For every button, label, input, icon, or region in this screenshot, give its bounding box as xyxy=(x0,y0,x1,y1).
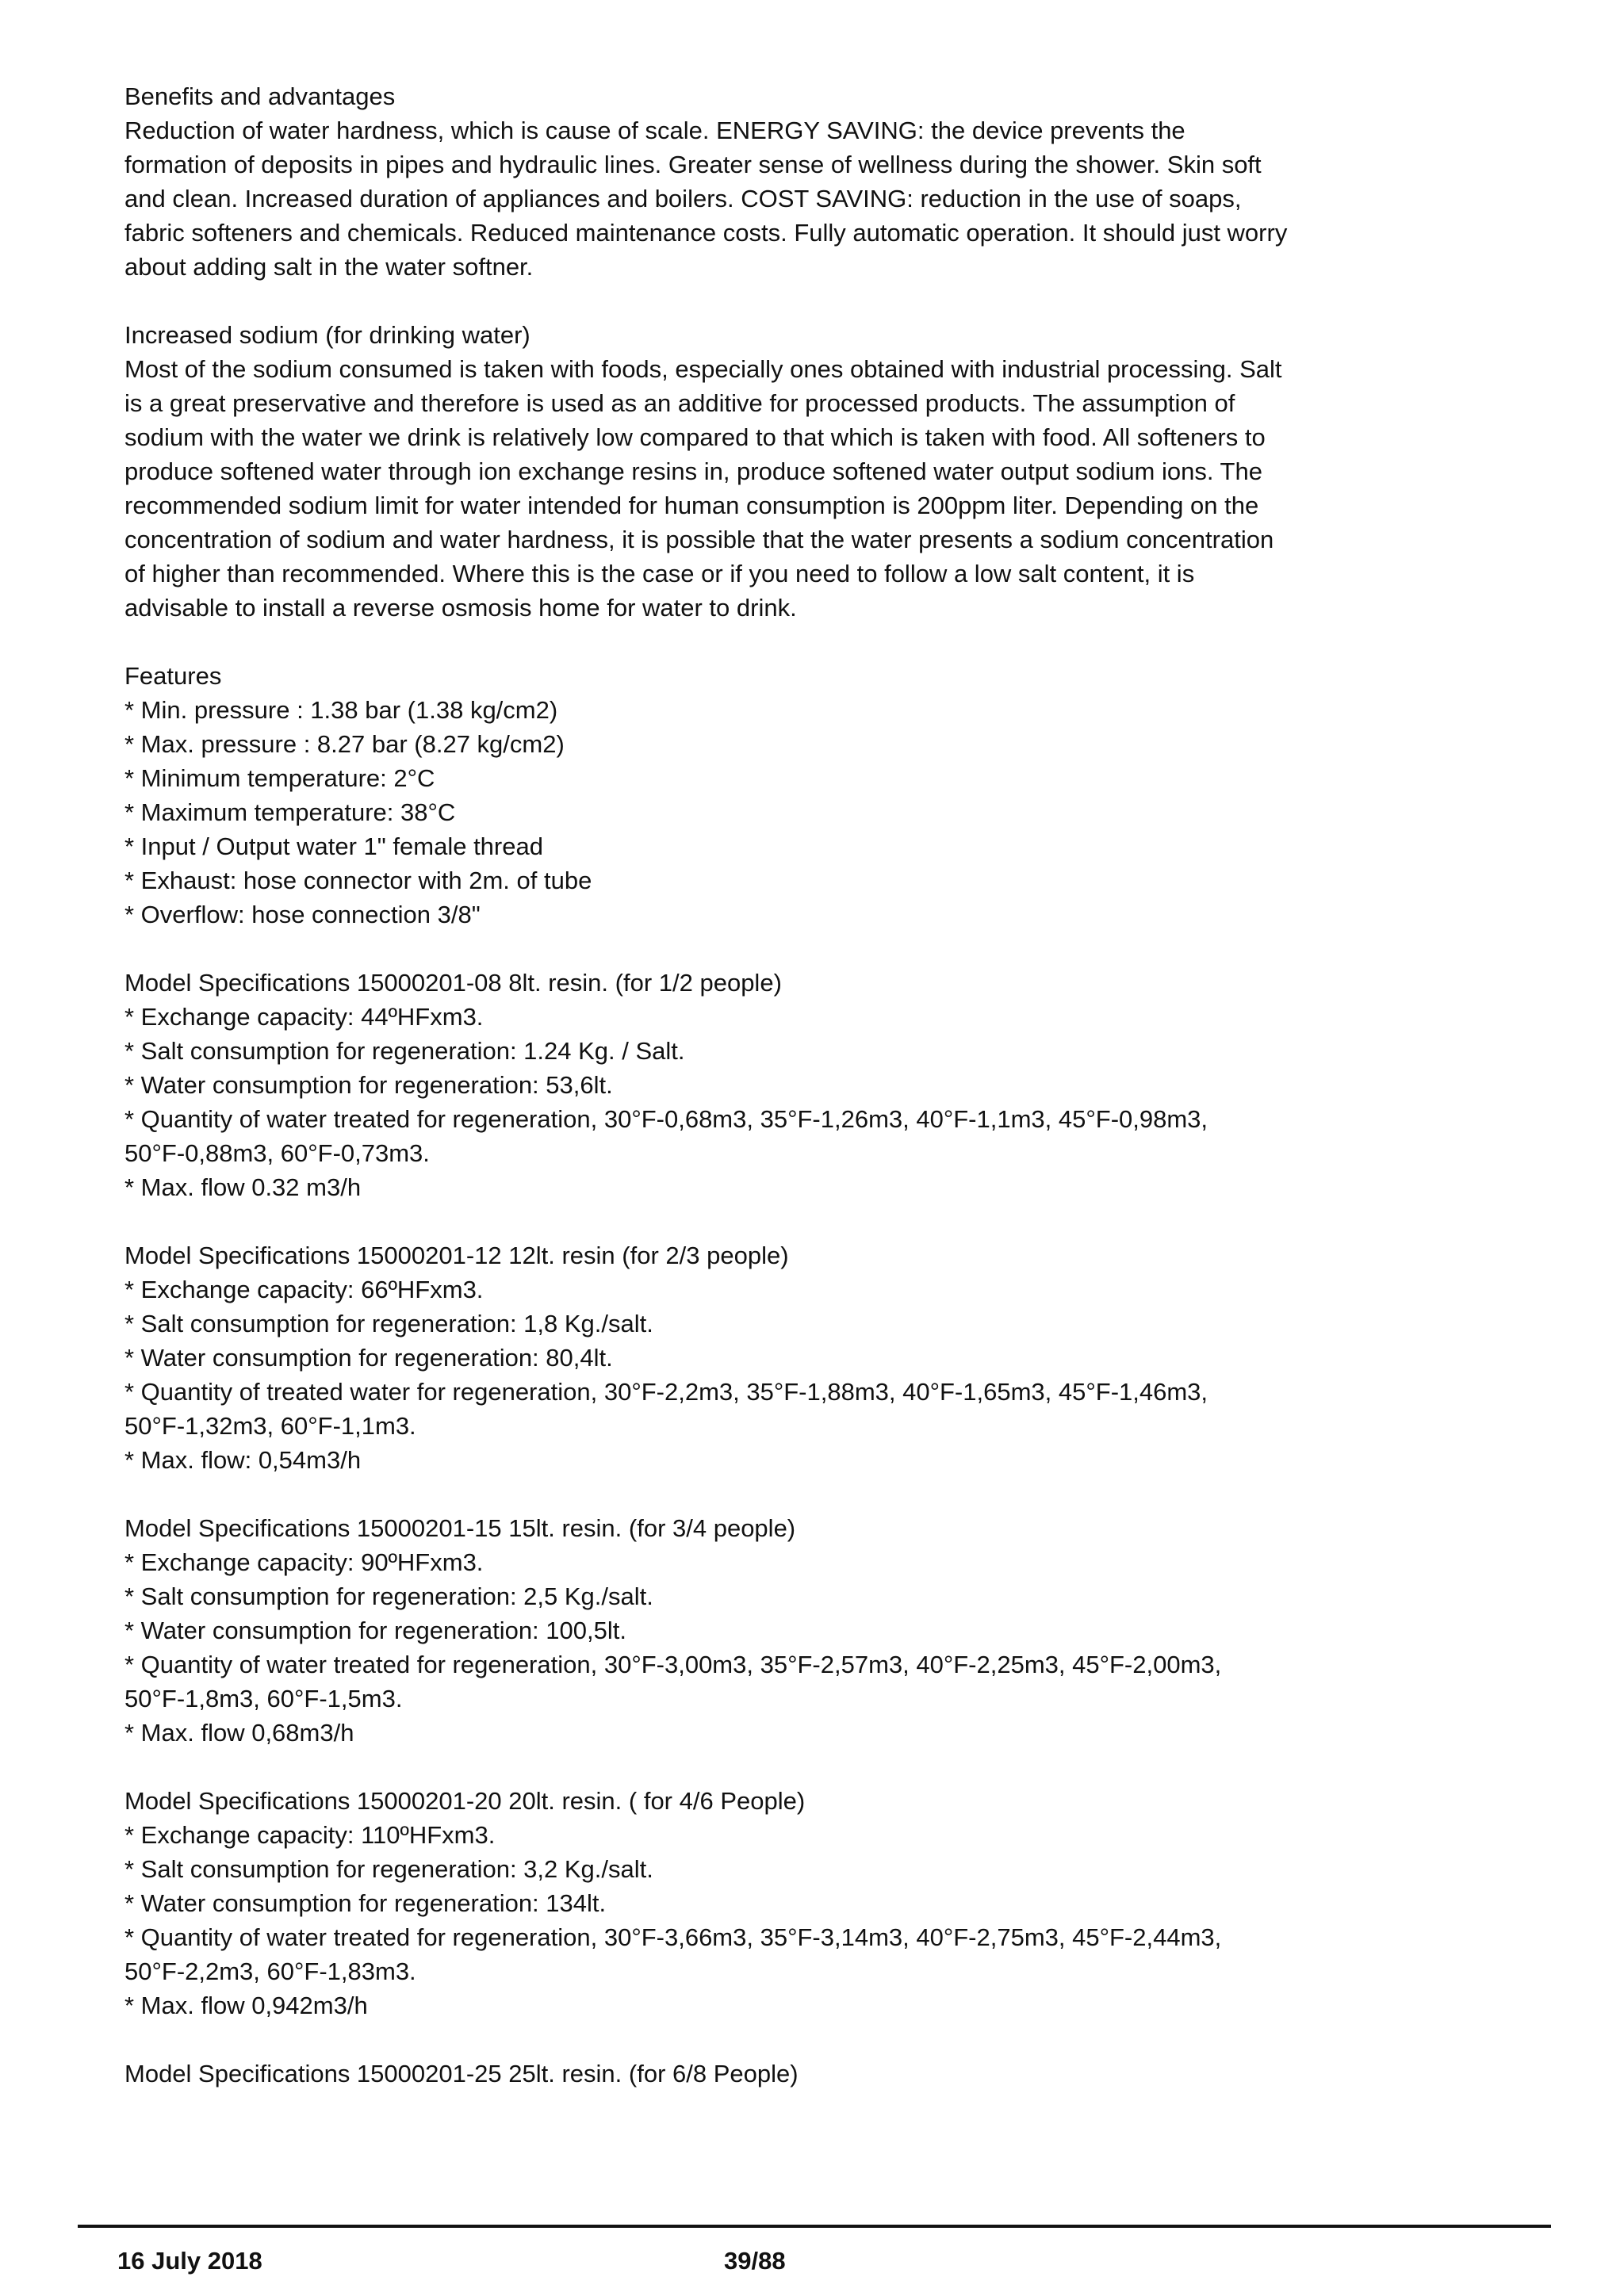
model-spec-item: * Salt consumption for regeneration: 3,2 Kg./salt. xyxy=(124,1855,653,1883)
model-spec-item: * Exchange capacity: 66ºHFxm3. xyxy=(124,1276,484,1303)
sodium-heading: Increased sodium (for drinking water) xyxy=(124,321,530,349)
model-spec-item: * Exchange capacity: 90ºHFxm3. xyxy=(124,1548,484,1576)
model-25-section xyxy=(124,2057,1457,2091)
feature-item: * Maximum temperature: 38°C xyxy=(124,798,456,826)
model-heading: Model Specifications 15000201-08 8lt. resin. (for 1/2 people) xyxy=(124,969,782,997)
model-spec-item: * Exchange capacity: 110ºHFxm3. xyxy=(124,1821,496,1849)
benefits-line: fabric softeners and chemicals. Reduced maintenance costs. Fully automatic operation. It should just worry xyxy=(124,219,1288,247)
model-spec-item: * Quantity of water treated for regeneration, 30°F-0,68m3, 35°F-1,26m3, 40°F-1,1m3, 45°F-0,98m3, xyxy=(124,1105,1208,1133)
feature-item: * Overflow: hose connection 3/8" xyxy=(124,901,481,928)
page-number: 39/88 xyxy=(724,2247,786,2275)
feature-item: * Min. pressure : 1.38 bar (1.38 kg/cm2) xyxy=(124,696,558,724)
model-spec-item: 50°F-2,2m3, 60°F-1,83m3. xyxy=(124,1957,416,1985)
model-spec-item: * Water consumption for regeneration: 100,5lt. xyxy=(124,1617,626,1644)
footer-divider xyxy=(78,2225,1551,2228)
benefits-line: formation of deposits in pipes and hydraulic lines. Greater sense of wellness during the shower. Skin soft xyxy=(124,151,1262,178)
sodium-line: advisable to install a reverse osmosis home for water to drink. xyxy=(124,594,797,622)
features-section xyxy=(124,659,1457,932)
model-spec-item: * Quantity of treated water for regeneration, 30°F-2,2m3, 35°F-1,88m3, 40°F-1,65m3, 45°F-1,46m3, xyxy=(124,1378,1208,1406)
model-heading: Model Specifications 15000201-12 12lt. resin (for 2/3 people) xyxy=(124,1242,789,1269)
model-spec-item: * Quantity of water treated for regeneration, 30°F-3,66m3, 35°F-3,14m3, 40°F-2,75m3, 45°F-2,44m3, xyxy=(124,1923,1222,1951)
sodium-line: is a great preservative and therefore is used as an additive for processed products. The assumption of xyxy=(124,389,1235,417)
feature-item: * Minimum temperature: 2°C xyxy=(124,764,435,792)
model-spec-item: 50°F-1,8m3, 60°F-1,5m3. xyxy=(124,1685,403,1712)
model-spec-item: * Salt consumption for regeneration: 1.24 Kg. / Salt. xyxy=(124,1037,685,1065)
model-spec-item: * Water consumption for regeneration: 80,4lt. xyxy=(124,1344,613,1372)
model-15-section xyxy=(124,1511,1457,1750)
model-spec-item: 50°F-0,88m3, 60°F-0,73m3. xyxy=(124,1139,430,1167)
sodium-line: recommended sodium limit for water intended for human consumption is 200ppm liter. Depending on the xyxy=(124,492,1259,519)
model-08-section xyxy=(124,966,1457,1204)
sodium-line: sodium with the water we drink is relatively low compared to that which is taken with food. All softeners to xyxy=(124,423,1266,451)
model-spec-item: * Quantity of water treated for regeneration, 30°F-3,00m3, 35°F-2,57m3, 40°F-2,25m3, 45°F-2,00m3, xyxy=(124,1651,1222,1678)
benefits-section xyxy=(124,79,1457,284)
model-spec-item: * Exchange capacity: 44ºHFxm3. xyxy=(124,1003,484,1031)
sodium-line: of higher than recommended. Where this is the case or if you need to follow a low salt content, it is xyxy=(124,560,1195,587)
model-12-section xyxy=(124,1238,1457,1477)
model-20-section xyxy=(124,1784,1457,2022)
sodium-line: Most of the sodium consumed is taken with foods, especially ones obtained with industrial processing. Salt xyxy=(124,355,1282,383)
feature-item: * Input / Output water 1" female thread xyxy=(124,832,543,860)
model-spec-item: * Salt consumption for regeneration: 1,8 Kg./salt. xyxy=(124,1310,653,1337)
model-spec-item: * Salt consumption for regeneration: 2,5 Kg./salt. xyxy=(124,1582,653,1610)
sodium-line: produce softened water through ion exchange resins in, produce softened water output sodium ions. The xyxy=(124,457,1262,485)
benefits-line: and clean. Increased duration of appliances and boilers. COST SAVING: reduction in the use of soaps, xyxy=(124,185,1242,212)
model-heading: Model Specifications 15000201-20 20lt. resin. ( for 4/6 People) xyxy=(124,1787,806,1815)
sodium-section xyxy=(124,318,1457,625)
footer-date: 16 July 2018 xyxy=(117,2247,262,2275)
model-spec-item: 50°F-1,32m3, 60°F-1,1m3. xyxy=(124,1412,416,1440)
model-spec-item: * Max. flow 0.32 m3/h xyxy=(124,1173,362,1201)
model-spec-item: * Water consumption for regeneration: 134lt. xyxy=(124,1889,607,1917)
model-spec-item: * Max. flow 0,942m3/h xyxy=(124,1992,368,2019)
sodium-line: concentration of sodium and water hardness, it is possible that the water presents a sodium concentration xyxy=(124,526,1274,553)
document-body xyxy=(124,79,1457,2125)
model-heading: Model Specifications 15000201-15 15lt. resin. (for 3/4 people) xyxy=(124,1514,796,1542)
benefits-line: Reduction of water hardness, which is cause of scale. ENERGY SAVING: the device prevents the xyxy=(124,117,1185,144)
feature-item: * Exhaust: hose connector with 2m. of tube xyxy=(124,867,592,894)
feature-item: * Max. pressure : 8.27 bar (8.27 kg/cm2) xyxy=(124,730,565,758)
benefits-heading: Benefits and advantages xyxy=(124,82,396,110)
benefits-line: about adding salt in the water softner. xyxy=(124,253,534,281)
features-heading: Features xyxy=(124,662,222,690)
model-heading: Model Specifications 15000201-25 25lt. resin. (for 6/8 People) xyxy=(124,2060,799,2087)
model-spec-item: * Max. flow: 0,54m3/h xyxy=(124,1446,362,1474)
model-spec-item: * Max. flow 0,68m3/h xyxy=(124,1719,354,1747)
model-spec-item: * Water consumption for regeneration: 53,6lt. xyxy=(124,1071,613,1099)
